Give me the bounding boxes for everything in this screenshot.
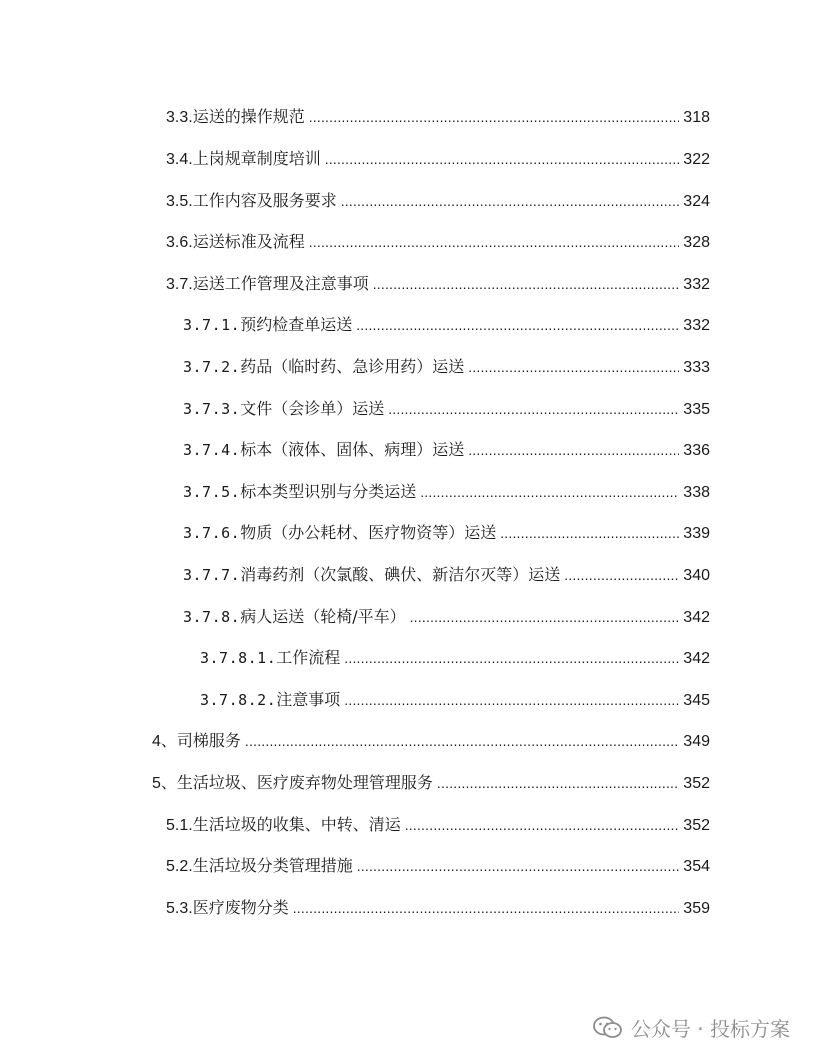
toc-entry-title: 医疗废物分类 xyxy=(192,898,289,917)
toc-entry[interactable] xyxy=(183,521,710,545)
dot-leader xyxy=(293,896,680,920)
toc-entry[interactable] xyxy=(166,147,710,171)
watermark xyxy=(593,1013,790,1042)
toc-entry-number: 3.6. xyxy=(166,234,193,251)
toc-entry-title: 预约检查单运送 xyxy=(240,315,353,334)
toc-entry[interactable] xyxy=(166,272,710,296)
toc-entry[interactable] xyxy=(183,480,710,504)
toc-entry-title: 司梯服务 xyxy=(176,731,241,750)
dot-leader xyxy=(245,729,679,753)
dot-leader xyxy=(388,397,679,421)
toc-entry-number: 3.3. xyxy=(166,109,193,126)
toc-entry[interactable] xyxy=(183,397,710,421)
toc-entry-title: 运送的操作规范 xyxy=(192,107,305,126)
toc-entry-title: 生活垃圾分类管理措施 xyxy=(192,856,353,875)
toc-entry[interactable] xyxy=(166,896,710,920)
toc-entry-number: 5.2. xyxy=(166,858,193,875)
toc-entry[interactable] xyxy=(166,105,710,129)
toc-entry-page: 332 xyxy=(683,276,710,293)
dot-leader xyxy=(309,105,680,129)
toc-entry-page: 333 xyxy=(683,359,710,376)
toc-entry-title: 病人运送（轮椅/平车） xyxy=(240,607,406,626)
toc-entry[interactable] xyxy=(166,230,710,254)
toc-entry-title: 运送工作管理及注意事项 xyxy=(192,274,369,293)
toc-entry[interactable] xyxy=(183,438,710,462)
toc-entry-number: 3.7.8.2. xyxy=(200,691,277,709)
toc-entry-page: 354 xyxy=(683,858,710,875)
dot-leader xyxy=(341,189,680,213)
dot-leader xyxy=(468,438,679,462)
toc-entry[interactable] xyxy=(166,189,710,213)
toc-entry-title: 上岗规章制度培训 xyxy=(192,149,321,168)
dot-leader xyxy=(437,771,679,795)
toc-entry-number: 3.7.5. xyxy=(183,483,241,501)
toc-entry-title: 标本（液体、固体、病理）运送 xyxy=(240,440,465,459)
toc-entry-number: 3.7.1. xyxy=(183,316,241,334)
dot-leader xyxy=(420,480,679,504)
toc-entry[interactable] xyxy=(183,355,710,379)
dot-leader xyxy=(356,313,679,337)
toc-entry-title: 运送标准及流程 xyxy=(192,232,305,251)
toc-entry-title: 药品（临时药、急诊用药）运送 xyxy=(240,357,465,376)
toc-entry-title: 物质（办公耗材、医疗物资等）运送 xyxy=(240,523,497,542)
toc-entry-page: 335 xyxy=(683,401,710,418)
dot-leader xyxy=(468,355,679,379)
toc-entry[interactable] xyxy=(183,313,710,337)
toc-entry-title: 消毒药剂（次氯酸、碘伏、新洁尔灭等）运送 xyxy=(240,565,561,584)
toc-entry-page: 359 xyxy=(683,900,710,917)
toc-entry-number: 3.5. xyxy=(166,193,193,210)
toc-entry-number: 3.7. xyxy=(166,276,193,293)
dot-leader xyxy=(564,563,679,587)
toc-entry-number: 3.7.6. xyxy=(183,524,241,542)
dot-leader xyxy=(325,147,680,171)
toc-entry-title: 注意事项 xyxy=(276,690,341,709)
toc-entry-number: 3.7.8.1. xyxy=(200,649,277,667)
toc-entry-number: 3.7.8. xyxy=(183,608,241,626)
toc-entry[interactable] xyxy=(166,854,710,878)
toc-entry-number: 3.7.2. xyxy=(183,358,241,376)
toc-entry-page: 340 xyxy=(683,567,710,584)
toc-entry-number: 5、 xyxy=(152,775,177,792)
toc-entry[interactable] xyxy=(152,729,710,753)
toc-entry-page: 345 xyxy=(683,692,710,709)
toc-entry-page: 336 xyxy=(683,442,710,459)
toc-entry-page: 349 xyxy=(683,733,710,750)
toc-entry[interactable] xyxy=(183,563,710,587)
toc-entry-number: 3.7.4. xyxy=(183,441,241,459)
toc-entry-page: 352 xyxy=(683,775,710,792)
dot-leader xyxy=(344,646,679,670)
toc-entry-page: 342 xyxy=(683,609,710,626)
dot-leader xyxy=(344,688,679,712)
toc-entry[interactable] xyxy=(183,605,710,629)
toc-entry-number: 3.7.3. xyxy=(183,400,241,418)
toc-entry-title: 文件（会诊单）运送 xyxy=(240,399,385,418)
dot-leader xyxy=(500,521,679,545)
dot-leader xyxy=(373,272,680,296)
dot-leader xyxy=(410,605,680,629)
toc-entry-page: 339 xyxy=(683,525,710,542)
toc-entry-title: 标本类型识别与分类运送 xyxy=(240,482,417,501)
dot-leader xyxy=(309,230,680,254)
toc-entry-number: 5.1. xyxy=(166,817,193,834)
toc-entry[interactable] xyxy=(200,646,710,670)
toc-entry-title: 生活垃圾的收集、中转、清运 xyxy=(192,815,401,834)
toc-entry-page: 328 xyxy=(683,234,710,251)
toc-entry-title: 生活垃圾、医疗废弃物处理管理服务 xyxy=(176,773,433,792)
toc-entry-page: 324 xyxy=(683,193,710,210)
toc-entry-title: 工作内容及服务要求 xyxy=(192,191,337,210)
toc-entry-number: 4、 xyxy=(152,733,177,750)
toc-entry[interactable] xyxy=(152,771,710,795)
toc-entry-title: 工作流程 xyxy=(276,648,341,667)
toc-entry-page: 352 xyxy=(683,817,710,834)
toc-entry[interactable] xyxy=(200,688,710,712)
toc-entry-page: 342 xyxy=(683,650,710,667)
toc-entry-page: 338 xyxy=(683,484,710,501)
wechat-icon xyxy=(593,1016,623,1040)
toc-entry-page: 332 xyxy=(683,317,710,334)
toc-entry[interactable] xyxy=(166,813,710,837)
toc-entry-number: 5.3. xyxy=(166,900,193,917)
toc-entry-page: 322 xyxy=(683,151,710,168)
dot-leader xyxy=(357,854,680,878)
dot-leader xyxy=(405,813,680,837)
watermark-text: 公众号 · 投标方案 xyxy=(630,1017,790,1041)
toc-entry-page: 318 xyxy=(683,109,710,126)
toc-entry-number: 3.4. xyxy=(166,151,193,168)
toc-entry-number: 3.7.7. xyxy=(183,566,241,584)
